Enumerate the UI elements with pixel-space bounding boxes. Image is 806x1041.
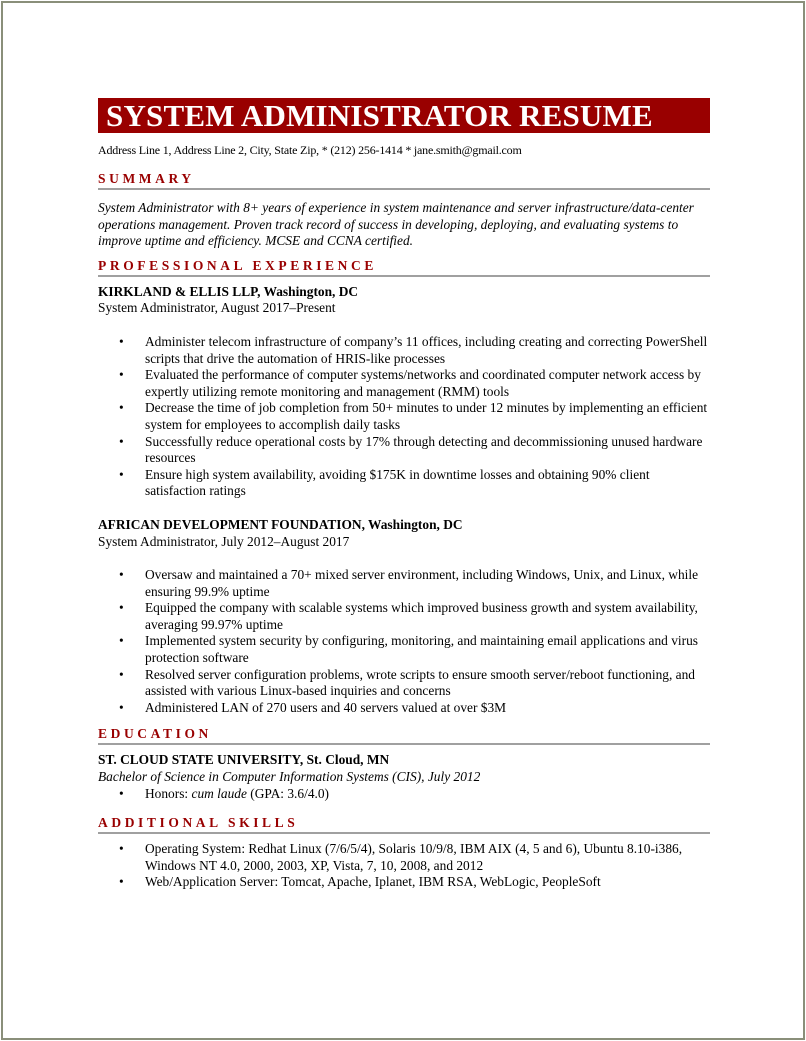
bullet-text: Evaluated the performance of computer systems/networks and coordinated computer network access by expertly utilizing remote monitoring and management (RMM) tools: [145, 367, 701, 399]
bullet-text: Operating System: Redhat Linux (7/6/5/4), Solaris 10/9/8, IBM AIX (4, 5 and 6), Ubuntu 8.10-i386, Windows NT 4.0, 2000, 2003, XP, Vista, 7, 10, 2008, and 2012: [145, 841, 683, 873]
list-item: [98, 841, 710, 874]
bullet-text: Decrease the time of job completion from 50+ minutes to under 12 minutes by implementing an efficient system for employees to accomplish daily tasks: [145, 400, 708, 432]
list-item: [98, 600, 710, 633]
bullet-icon: •: [119, 433, 124, 449]
bullet-text: Administer telecom infrastructure of company’s 11 offices, including creating and correcting PowerShell scripts that drive the automation of HRIS-like processes: [145, 333, 708, 366]
gpa-text: (GPA: 3.6/4.0): [246, 785, 330, 801]
bullet-icon: •: [119, 633, 124, 649]
education-degree: Bachelor of Science in Computer Information Systems (CIS), July 2012: [98, 769, 481, 785]
bullet-text: Ensure high system availability, avoiding $175K in downtime losses and obtaining 90% client satisfaction ratings: [145, 466, 650, 499]
summary-text: System Administrator with 8+ years of experience in system maintenance and server infrastructure/data-center operations management. Proven track record of success in developing, deploying, and evaluating systems to improve uptime and efficiency. MCSE and CCNA certified.: [98, 200, 694, 249]
job-bullets: [98, 334, 710, 500]
bullet-icon: •: [119, 666, 124, 682]
bullet-text: Equipped the company with scalable systems which improved business growth and system availability, averaging 99.97% uptime: [145, 600, 698, 632]
section-heading-summary: SUMMARY: [98, 171, 710, 190]
list-item: [98, 667, 710, 700]
job-role: System Administrator, August 2017–Present: [98, 300, 336, 316]
bullet-text: Web/Application Server: Tomcat, Apache, Iplanet, IBM RSA, WebLogic, PeopleSoft: [145, 874, 601, 890]
education-bullets: [98, 786, 710, 803]
bullet-text: Resolved server configuration problems, wrote scripts to ensure smooth server/reboot functioning, and assisted with various Linux-based inquiries and concerns: [145, 666, 695, 699]
list-item: [98, 467, 710, 500]
list-item: [98, 874, 710, 891]
bullet-icon: •: [119, 874, 124, 890]
bullet-icon: •: [119, 785, 124, 801]
resume-page: [98, 98, 710, 891]
list-item: [98, 567, 710, 600]
bullet-icon: •: [119, 600, 124, 616]
list-item: [98, 633, 710, 666]
bullet-text: Implemented system security by configuring, monitoring, and maintaining email applications and virus protection software: [145, 633, 698, 666]
job-bullets: [98, 567, 710, 716]
skills-bullets: [98, 841, 710, 891]
job-entry: [98, 284, 710, 500]
bullet-icon: •: [119, 333, 124, 349]
honors-label: Honors:: [145, 785, 192, 801]
job-entry: [98, 517, 710, 717]
bullet-icon: •: [119, 567, 124, 583]
section-heading-experience: PROFESSIONAL EXPERIENCE: [98, 258, 710, 277]
job-org: AFRICAN DEVELOPMENT FOUNDATION, Washington, DC: [98, 516, 463, 532]
bullet-icon: •: [119, 466, 124, 482]
list-item: [98, 700, 710, 717]
bullet-text: Oversaw and maintained a 70+ mixed server environment, including Windows, Unix, and Linux, while ensuring 99.9% uptime: [145, 567, 699, 599]
section-heading-skills: ADDITIONAL SKILLS: [98, 815, 710, 834]
section-heading-education: EDUCATION: [98, 726, 710, 745]
bullet-text: Administered LAN of 270 users and 40 servers valued at over $3M: [145, 699, 507, 715]
list-item: [98, 334, 710, 367]
resume-title: SYSTEM ADMINISTRATOR RESUME: [98, 98, 710, 133]
honors-value: cum laude: [191, 785, 247, 801]
bullet-icon: •: [119, 367, 124, 383]
job-org: KIRKLAND & ELLIS LLP, Washington, DC: [98, 283, 359, 299]
list-item: [98, 434, 710, 467]
list-item: [98, 400, 710, 433]
list-item: [98, 786, 710, 803]
list-item: [98, 367, 710, 400]
bullet-icon: •: [119, 699, 124, 715]
bullet-text: Successfully reduce operational costs by 17% through detecting and decommissioning unused hardware resources: [145, 433, 703, 466]
bullet-icon: •: [119, 400, 124, 416]
education-org: ST. CLOUD STATE UNIVERSITY, St. Cloud, MN: [98, 752, 390, 768]
job-role: System Administrator, July 2012–August 2017: [98, 533, 350, 549]
bullet-icon: •: [119, 841, 124, 857]
contact-line: Address Line 1, Address Line 2, City, State Zip, * (212) 256-1414 * jane.smith@gmail.com: [98, 143, 522, 157]
